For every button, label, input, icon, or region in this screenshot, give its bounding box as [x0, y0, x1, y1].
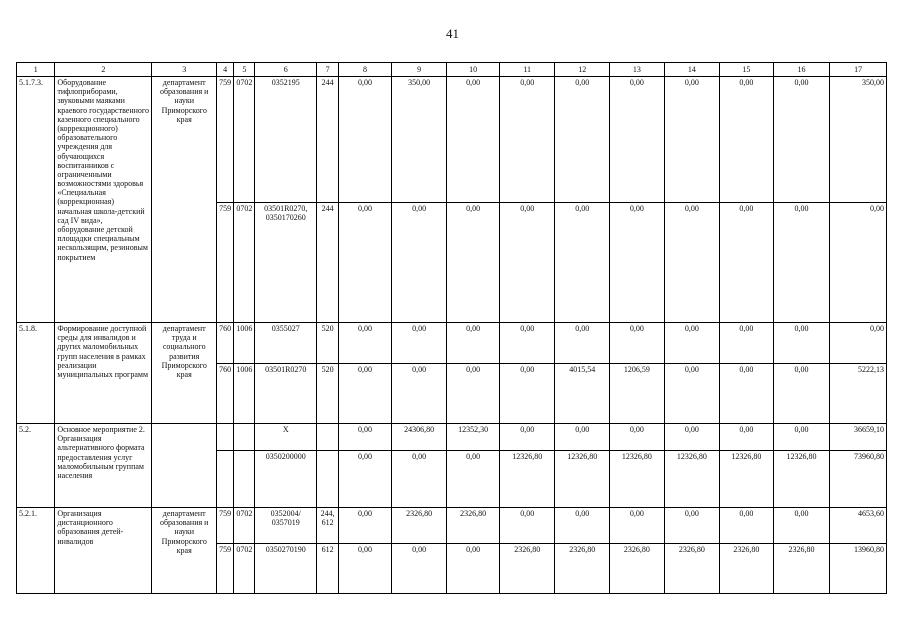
cell-c6: 0352195: [255, 77, 317, 203]
cell-value: 0,00: [773, 364, 830, 424]
header-cell: 9: [391, 63, 447, 77]
header-cell: 17: [830, 63, 887, 77]
cell-value: 0,00: [447, 364, 500, 424]
cell-value: 0,00: [610, 508, 665, 544]
cell-c5: 1006: [234, 323, 255, 364]
cell-value: 2326,80: [555, 544, 610, 594]
cell-c5: 0702: [234, 77, 255, 203]
table-row: [17, 77, 887, 203]
cell-value: 0,00: [555, 424, 610, 451]
cell-value: 0,00: [391, 451, 447, 508]
cell-c5: 0702: [234, 203, 255, 323]
cell-value: 0,00: [664, 508, 720, 544]
cell-value: 0,00: [720, 508, 774, 544]
header-cell: 2: [55, 63, 152, 77]
cell-c5: 0702: [234, 544, 255, 594]
row-name: Основное мероприятие 2. Организация альтернативного формата предоставления услуг маломобильным группам населения: [55, 424, 152, 508]
cell-value: 0,00: [447, 203, 500, 323]
cell-value: 0,00: [339, 424, 392, 451]
cell-value: 0,00: [447, 544, 500, 594]
row-executor: департамент образования и науки Приморского края: [152, 77, 217, 323]
budget-table: [16, 62, 887, 594]
cell-value: 2326,80: [773, 544, 830, 594]
cell-value: 0,00: [339, 203, 392, 323]
cell-total: 13960,80: [830, 544, 887, 594]
cell-c5: 0702: [234, 508, 255, 544]
cell-c7: 520: [317, 364, 339, 424]
cell-value: 0,00: [610, 424, 665, 451]
cell-value: 0,00: [555, 203, 610, 323]
cell-value: 350,00: [391, 77, 447, 203]
cell-value: 0,00: [447, 323, 500, 364]
cell-value: 0,00: [391, 323, 447, 364]
header-cell: 10: [447, 63, 500, 77]
cell-c4: [217, 451, 234, 508]
cell-value: 12326,80: [773, 451, 830, 508]
cell-value: 2326,80: [664, 544, 720, 594]
cell-c7: [317, 424, 339, 451]
cell-value: 0,00: [499, 424, 555, 451]
row-code: 5.1.7.3.: [17, 77, 55, 323]
table-row: [17, 323, 887, 364]
header-cell: 5: [234, 63, 255, 77]
cell-total: 0,00: [830, 323, 887, 364]
header-cell: 4: [217, 63, 234, 77]
cell-value: 0,00: [720, 424, 774, 451]
cell-value: 0,00: [339, 77, 392, 203]
header-cell: 16: [773, 63, 830, 77]
cell-value: 0,00: [720, 323, 774, 364]
table-row: [17, 508, 887, 544]
cell-total: 73960,80: [830, 451, 887, 508]
cell-value: 0,00: [499, 323, 555, 364]
cell-value: 2326,80: [391, 508, 447, 544]
cell-value: 0,00: [555, 508, 610, 544]
cell-value: 0,00: [773, 77, 830, 203]
cell-c6: 0352004/ 0357019: [255, 508, 317, 544]
cell-value: 0,00: [610, 77, 665, 203]
cell-value: 0,00: [664, 424, 720, 451]
cell-c7: 244: [317, 203, 339, 323]
header-cell: 13: [610, 63, 665, 77]
header-cell: 7: [317, 63, 339, 77]
cell-value: 24306,80: [391, 424, 447, 451]
cell-value: 0,00: [773, 508, 830, 544]
cell-value: 12326,80: [555, 451, 610, 508]
cell-value: 12326,80: [664, 451, 720, 508]
cell-total: 5222,13: [830, 364, 887, 424]
cell-value: 0,00: [773, 424, 830, 451]
cell-c6: 03501R0270: [255, 364, 317, 424]
row-code: 5.2.1.: [17, 508, 55, 594]
row-code: 5.1.8.: [17, 323, 55, 424]
cell-value: 2326,80: [610, 544, 665, 594]
cell-value: 12352,30: [447, 424, 500, 451]
row-name: Оборудование тифлоприборами, звуковыми маяками краевого государственного казенного специального (коррекционного) образовательного учреждения для обучающихся воспитанников с ограниченными возможностями здоровья «Специальная (коррекционная) начальная школа-детский сад IV вида», оборудование детской площадки специальным нескользящим, резиновым покрытием: [55, 77, 152, 323]
cell-value: 0,00: [499, 364, 555, 424]
cell-value: 0,00: [339, 451, 392, 508]
cell-total: 36659,10: [830, 424, 887, 451]
cell-value: 0,00: [773, 323, 830, 364]
cell-total: 0,00: [830, 203, 887, 323]
cell-c6: 0355027: [255, 323, 317, 364]
page-number: 41: [446, 26, 459, 41]
header-cell: 8: [339, 63, 392, 77]
cell-value: 0,00: [447, 451, 500, 508]
cell-value: 2326,80: [720, 544, 774, 594]
cell-c5: 1006: [234, 364, 255, 424]
cell-value: 1206,59: [610, 364, 665, 424]
cell-c6: 0350270190: [255, 544, 317, 594]
cell-value: 0,00: [664, 364, 720, 424]
cell-value: 0,00: [664, 77, 720, 203]
cell-value: 0,00: [610, 203, 665, 323]
row-executor: [152, 424, 217, 508]
cell-value: 0,00: [339, 323, 392, 364]
table-row: [17, 424, 887, 451]
header-cell: 6: [255, 63, 317, 77]
cell-c6: 03501R0270, 0350170260: [255, 203, 317, 323]
cell-value: 0,00: [391, 203, 447, 323]
cell-c7: 612: [317, 544, 339, 594]
cell-c5: [234, 424, 255, 451]
cell-value: 0,00: [555, 323, 610, 364]
cell-value: 0,00: [720, 364, 774, 424]
cell-c7: 244, 612: [317, 508, 339, 544]
header-cell: 12: [555, 63, 610, 77]
cell-value: 0,00: [339, 508, 392, 544]
cell-value: 0,00: [339, 364, 392, 424]
cell-value: 12326,80: [610, 451, 665, 508]
cell-c7: [317, 451, 339, 508]
cell-c7: 244: [317, 77, 339, 203]
cell-value: 0,00: [391, 364, 447, 424]
header-cell: 1: [17, 63, 55, 77]
cell-value: 0,00: [447, 77, 500, 203]
header-row: [17, 63, 887, 77]
cell-c7: 520: [317, 323, 339, 364]
cell-c4: 759: [217, 77, 234, 203]
cell-value: 2326,80: [499, 544, 555, 594]
cell-total: 4653,60: [830, 508, 887, 544]
cell-value: 0,00: [773, 203, 830, 323]
header-cell: 14: [664, 63, 720, 77]
cell-value: 0,00: [555, 77, 610, 203]
cell-c6: X: [255, 424, 317, 451]
row-executor: департамент образования и науки Приморского края: [152, 508, 217, 594]
cell-c4: 759: [217, 508, 234, 544]
row-name: Организация дистанционного образования детей-инвалидов: [55, 508, 152, 594]
cell-value: 0,00: [610, 323, 665, 364]
cell-value: 0,00: [664, 203, 720, 323]
cell-c4: 759: [217, 544, 234, 594]
cell-value: 0,00: [664, 323, 720, 364]
cell-value: 12326,80: [720, 451, 774, 508]
cell-value: 0,00: [499, 77, 555, 203]
cell-c5: [234, 451, 255, 508]
header-cell: 3: [152, 63, 217, 77]
cell-value: 12326,80: [499, 451, 555, 508]
cell-value: 0,00: [499, 203, 555, 323]
cell-value: 0,00: [391, 544, 447, 594]
cell-value: 0,00: [339, 544, 392, 594]
cell-c4: 760: [217, 364, 234, 424]
cell-c4: [217, 424, 234, 451]
cell-value: 4015,54: [555, 364, 610, 424]
header-cell: 11: [499, 63, 555, 77]
header-cell: 15: [720, 63, 774, 77]
row-executor: департамент труда и социального развития Приморского края: [152, 323, 217, 424]
cell-value: 0,00: [499, 508, 555, 544]
cell-c4: 759: [217, 203, 234, 323]
cell-c6: 0350200000: [255, 451, 317, 508]
cell-total: 350,00: [830, 77, 887, 203]
row-name: Формирование доступной среды для инвалидов и других маломобильных групп населения в рамках реализации муниципальных программ: [55, 323, 152, 424]
cell-value: 0,00: [720, 77, 774, 203]
cell-value: 0,00: [720, 203, 774, 323]
cell-c4: 760: [217, 323, 234, 364]
row-code: 5.2.: [17, 424, 55, 508]
cell-value: 2326,80: [447, 508, 500, 544]
